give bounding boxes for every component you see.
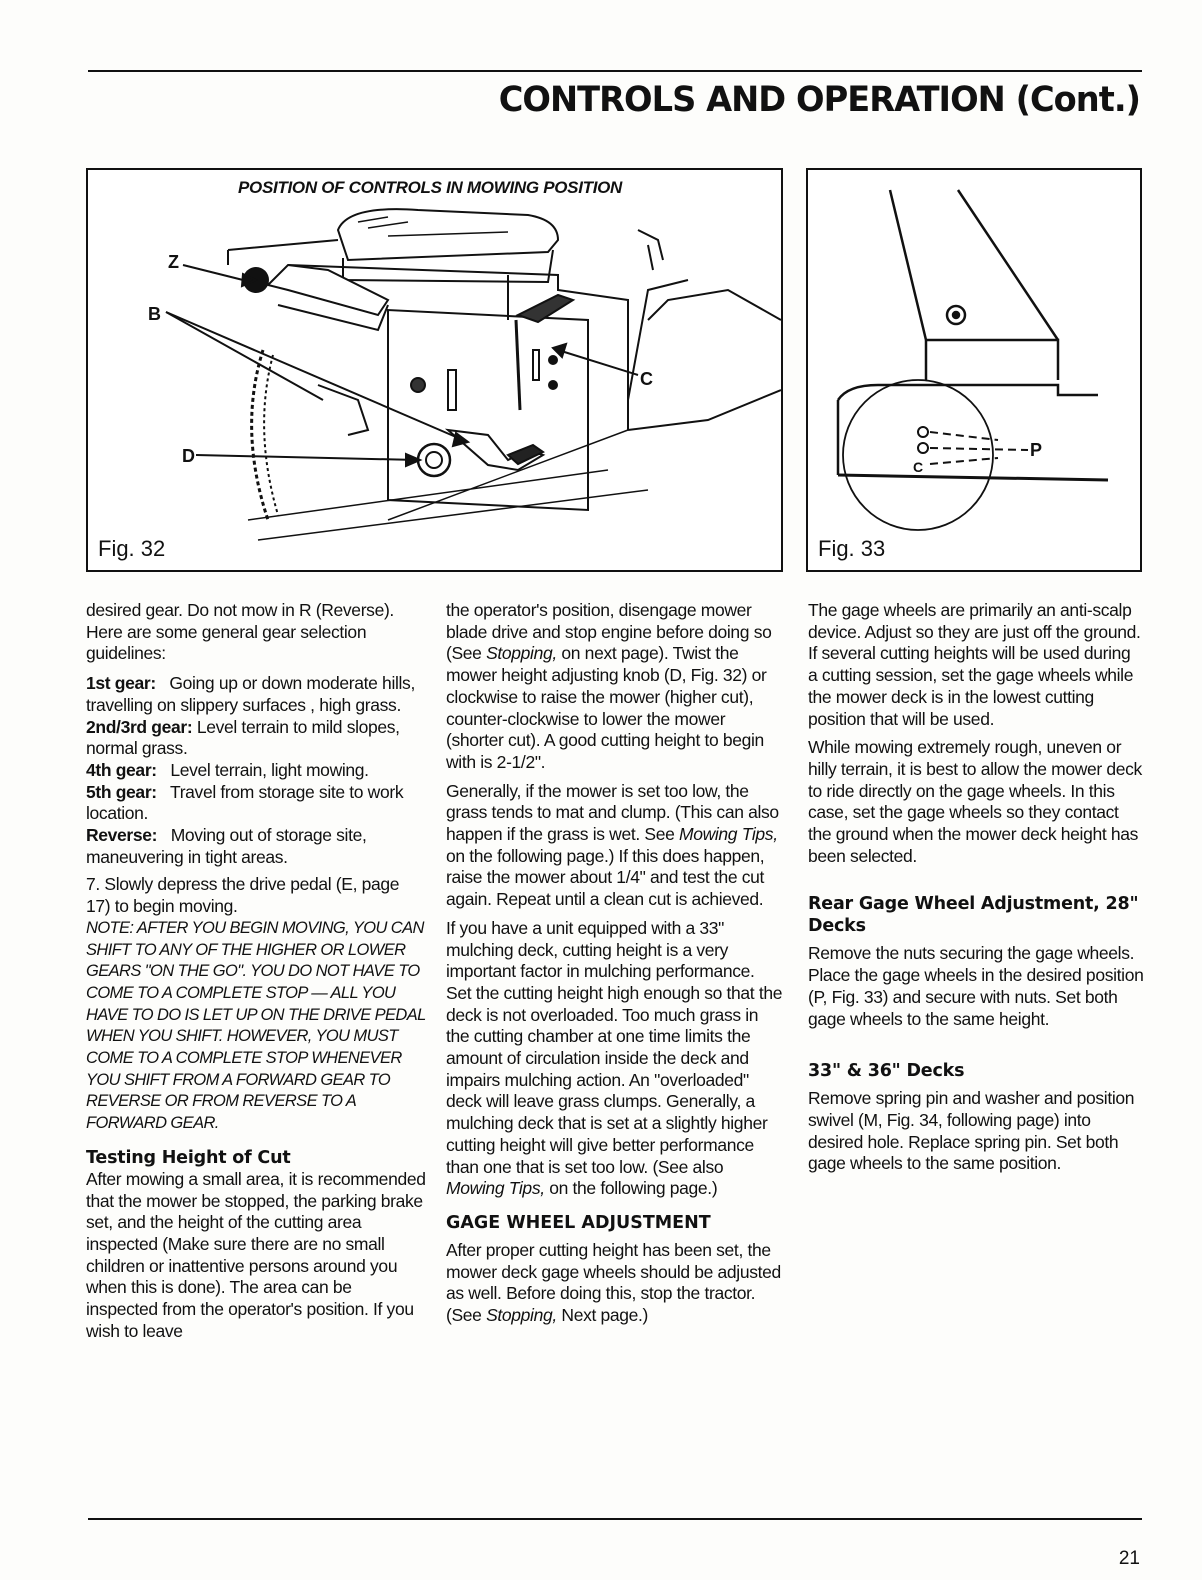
- col1-intro: desired gear. Do not mow in R (Reverse). Here are some general gear selection guidelines:: [86, 600, 394, 664]
- tractor-controls-illustration: [88, 170, 781, 570]
- figure-32-caption: Fig. 32: [98, 536, 166, 561]
- col2-para-1: [446, 600, 784, 774]
- mowing-tips-ref: Mowing Tips,: [446, 1178, 545, 1199]
- callout-b: B: [148, 304, 161, 324]
- text: the operator's position, disengage mower blade drive and stop engine before doing so (See: [446, 600, 772, 664]
- callout-d: D: [182, 446, 195, 466]
- text: on the following page.) If this does happen, raise the mower about 1/4" and test the cut again. Repeat until a clean cut is achieved.: [446, 845, 765, 910]
- gear-item: [86, 760, 426, 782]
- shift-note: NOTE: AFTER YOU BEGIN MOVING, YOU CAN SHIFT TO ANY OF THE HIGHER OR LOWER GEARS "ON THE GO". YOU DO NOT HAVE TO COME TO A COMPLETE STOP — ALL YOU HAVE TO DO IS LET UP ON THE DRIVE PEDAL WHEN YOU SHIFT. HOWEVER, YOU MUST COME TO A COMPLETE STOP WHENEVER YOU SHIFT FROM A FORWARD GEAR TO REVERSE OR FROM REVERSE TO A FORWARD GEAR.: [86, 918, 426, 1133]
- bottom-rule: [88, 1518, 1142, 1520]
- figure-33: [806, 168, 1142, 572]
- column-3: [808, 600, 1144, 1182]
- testing-height-text: After mowing a small area, it is recommended that the mower be stopped, the parking brake set, and the height of the cutting area inspected (Make sure there are no small children or inattentive persons around you when this is done). The area can be inspected from the operator's position. If you wish to leave: [86, 1168, 426, 1341]
- callout-p: P: [1030, 440, 1043, 460]
- gear-label: 4th gear:: [86, 759, 157, 780]
- column-2: [446, 600, 784, 1334]
- col2-para-3: [446, 918, 784, 1200]
- mowing-tips-ref: Mowing Tips,: [678, 824, 778, 845]
- gear-text: Moving out of storage site, maneuvering in tight areas.: [86, 825, 367, 867]
- gear-label: Reverse:: [86, 825, 158, 846]
- gear-item: [86, 825, 426, 868]
- rear-gage-heading: Rear Gage Wheel Adjustment, 28" Decks: [808, 894, 1139, 937]
- top-rule: [88, 70, 1142, 72]
- gear-item: [86, 717, 426, 760]
- figure-32: [86, 168, 783, 572]
- page-title: CONTROLS AND OPERATION (Cont.): [498, 80, 1140, 120]
- gear-item: [86, 673, 426, 716]
- figure-32-heading: POSITION OF CONTROLS IN MOWING POSITION: [238, 178, 623, 197]
- callout-c-fig33: C: [913, 459, 924, 475]
- text: on next page). Twist the mower height adjusting knob (D, Fig. 32) or clockwise to raise the mower (higher cut), counter-clockwise to lower the mower (shorter cut). A good cutting height to begin with is 2-1/2".: [446, 643, 767, 772]
- gear-text: Travel from storage site to work location.: [86, 781, 404, 824]
- figure-33-caption: Fig. 33: [818, 536, 886, 561]
- stopping-ref: Stopping,: [486, 1305, 557, 1326]
- text: on the following page.): [544, 1178, 718, 1199]
- gear-text: Level terrain to mild slopes, normal grass.: [86, 716, 400, 759]
- col3-para-1: The gage wheels are primarily an anti-scalp device. Adjust so they are just off the ground. If several cutting heights will be used during a cutting session, set the gage wheels while the mower deck is in the lowest cutting position that will be used.: [808, 600, 1141, 729]
- callout-c: C: [640, 369, 653, 389]
- gage-wheel-heading: GAGE WHEEL ADJUSTMENT: [446, 1212, 711, 1233]
- text: Next page.): [556, 1305, 649, 1326]
- gear-label: 5th gear:: [86, 781, 157, 802]
- col3-para-2: While mowing extremely rough, uneven or hilly terrain, it is best to allow the mower deck to ride directly on the gage wheels. In this case, set the gage wheels so they contact the ground when the mower deck height has been selected.: [808, 737, 1142, 866]
- text: After proper cutting height has been set, the mower deck gage wheels should be adjusted as well. Before doing this, stop the tractor. (See: [446, 1239, 781, 1326]
- page-number: 21: [1118, 1548, 1140, 1569]
- gear-text: Level terrain, light mowing.: [170, 759, 369, 780]
- text: Generally, if the mower is set too low, the grass tends to mat and clump. (This can also happen if the grass is wet. See: [446, 780, 779, 845]
- col3-para-3: Remove the nuts securing the gage wheels. Place the gage wheels in the desired position (P, Fig. 33) and secure with nuts. Set both gage wheels to the same height.: [808, 943, 1144, 1029]
- col3-para-4: Remove spring pin and washer and position swivel (M, Fig. 34, following page) into desired hole. Replace spring pin. Set both gage wheels to the same position.: [808, 1088, 1135, 1174]
- gage-wheel-illustration: [808, 170, 1140, 570]
- decks-heading: 33" & 36" Decks: [808, 1061, 965, 1082]
- gear-text: Going up or down moderate hills, travelling on slippery surfaces , high grass.: [86, 673, 415, 715]
- col2-para-2: [446, 781, 784, 911]
- step-7: 7. Slowly depress the drive pedal (E, page 17) to begin moving.: [86, 874, 400, 917]
- gear-label: 2nd/3rd gear:: [86, 716, 193, 737]
- testing-height-heading: Testing Height of Cut: [86, 1147, 291, 1168]
- stopping-ref: Stopping,: [486, 643, 557, 664]
- gear-list: [86, 673, 426, 868]
- column-1: [86, 600, 426, 1350]
- callout-z: Z: [168, 252, 179, 272]
- gear-item: [86, 782, 426, 825]
- gear-label: 1st gear:: [86, 673, 156, 694]
- col2-para-4: [446, 1240, 784, 1327]
- text: If you have a unit equipped with a 33" mulching deck, cutting height is a very important factor in mulching performance. Set the cutting height high enough so that the deck is not overloaded. Too much grass in the cutting chamber at one time limits the amount of circulation inside the deck and impairs mulching action. An "overloaded" deck will leave grass clumps. Generally, a mulching deck that is set at a slightly higher cutting height will give better performance than one that is set too low. (See also: [446, 917, 783, 1177]
